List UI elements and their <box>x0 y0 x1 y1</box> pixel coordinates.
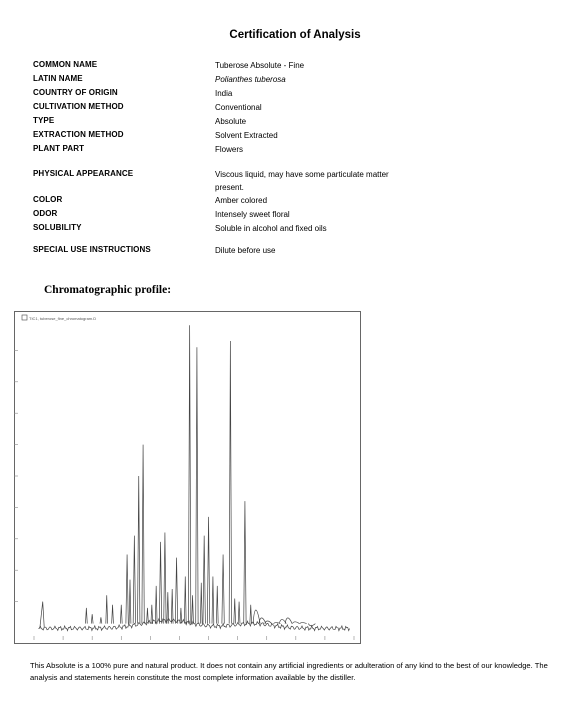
field-label: PLANT PART <box>33 144 85 153</box>
field-value: Solvent Extracted <box>215 131 278 140</box>
field-value: Flowers <box>215 145 244 154</box>
chromatogram-heading: Chromatographic profile: <box>44 284 172 296</box>
field-label: COMMON NAME <box>33 60 98 69</box>
chart-legend-text: TIC1, tuberose_fine_chromatogram.D <box>29 316 97 321</box>
chart-frame <box>15 312 361 644</box>
document-title: Certification of Analysis <box>229 29 361 41</box>
field-value: India <box>215 89 233 98</box>
field-value: Viscous liquid, may have some particulate matter present. <box>215 170 389 192</box>
field-value: Dilute before use <box>215 246 276 255</box>
legend-checkbox[interactable] <box>22 315 27 320</box>
field-label: PHYSICAL APPEARANCE <box>33 169 134 178</box>
field-label: SOLUBILITY <box>33 223 82 232</box>
field-value: Amber colored <box>215 196 268 205</box>
field-value: Intensely sweet floral <box>215 210 290 219</box>
field-label: COUNTRY OF ORIGIN <box>33 88 118 97</box>
field-label: EXTRACTION METHOD <box>33 130 124 139</box>
field-value: Soluble in alcohol and fixed oils <box>215 224 327 233</box>
field-label: COLOR <box>33 195 63 204</box>
field-value: Tuberose Absolute - Fine <box>215 61 305 70</box>
field-label: LATIN NAME <box>33 74 83 83</box>
field-label: TYPE <box>33 116 55 125</box>
chromatogram-chart <box>14 311 361 644</box>
field-label: ODOR <box>33 209 58 218</box>
footer-disclaimer: This Absolute is a 100% pure and natural product. It does not contain any artificial ingredients or adulteration of any kind to the best of our knowledge. The analysis and statements herein constitute the most complete information available by the distiller. <box>30 661 548 682</box>
field-value: Absolute <box>215 117 247 126</box>
field-label: CULTIVATION METHOD <box>33 102 124 111</box>
field-label: SPECIAL USE INSTRUCTIONS <box>33 245 151 254</box>
field-value: Polianthes tuberosa <box>215 75 286 84</box>
field-value: Conventional <box>215 103 262 112</box>
